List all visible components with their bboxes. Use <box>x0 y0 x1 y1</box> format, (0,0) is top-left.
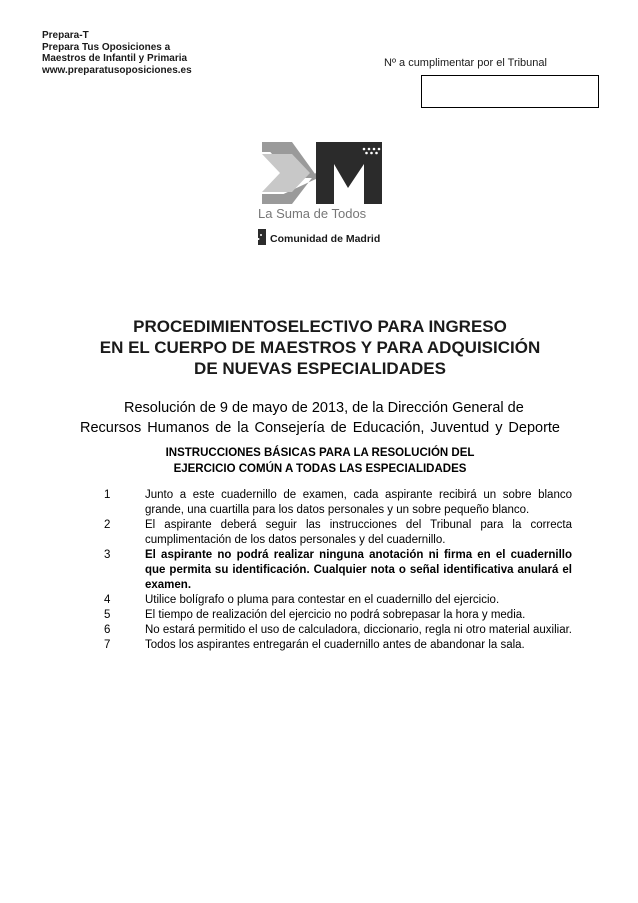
instruction-text: No estará permitido el uso de calculadora, diccionario, regla ni otro material auxiliar. <box>145 624 572 636</box>
instruction-item <box>100 518 572 548</box>
header-prepara-t <box>42 30 192 76</box>
instruction-text: Junto a este cuadernillo de examen, cada aspirante recibirá un sobre blanco grande, una cuartilla para los datos personales y un sobre pequeño blanco. <box>145 489 572 516</box>
logo-slogan: La Suma de Todos <box>258 206 367 221</box>
instruction-text: El tiempo de realización del ejercicio no podrá sobrepasar la hora y media. <box>145 609 526 621</box>
logo-m-right <box>316 142 382 204</box>
resolution-text <box>80 398 560 438</box>
logo-m-left-bar-top <box>262 142 290 152</box>
instruction-number: 5 <box>104 609 111 621</box>
instructions-title-line: EJERCICIO COMÚN A TODAS LAS ESPECIALIDADES <box>173 463 467 475</box>
instruction-text: El aspirante deberá seguir las instrucciones del Tribunal para la correcta cumplimentación de los datos personales y del cuadernillo. <box>145 519 572 546</box>
instructions-list <box>100 488 572 653</box>
header-line: Maestros de Infantil y Primaria <box>42 53 188 64</box>
header-line: Prepara-T <box>42 30 89 41</box>
instruction-text: El aspirante no podrá realizar ninguna anotación ni firma en el cuadernillo que permita su identificación. Cualquier nota o señal identificativa anulará el examen. <box>145 549 572 591</box>
instruction-item <box>100 608 572 623</box>
title-line: DE NUEVAS ESPECIALIDADES <box>194 359 446 378</box>
instruction-item <box>100 638 572 653</box>
instruction-number: 2 <box>104 519 111 531</box>
instruction-text: Todos los aspirantes entregarán el cuadernillo antes de abandonar la sala. <box>145 639 525 651</box>
page-title <box>60 316 580 379</box>
header-line: Prepara Tus Oposiciones a <box>42 41 171 53</box>
tribunal-label: Nº a cumplimentar por el Tribunal <box>384 57 547 69</box>
instruction-text: Utilice bolígrafo o pluma para contestar en el cuadernillo del ejercicio. <box>145 594 500 606</box>
resolution-line: Resolución de 9 de mayo de 2013, de la Dirección General de <box>124 400 524 416</box>
instruction-item <box>100 488 572 518</box>
instruction-number: 4 <box>104 594 111 606</box>
logo-m-left-bar-bottom <box>262 194 290 204</box>
instruction-number: 7 <box>104 639 111 651</box>
instruction-number: 3 <box>104 549 111 561</box>
instructions-title-line: INSTRUCCIONES BÁSICAS PARA LA RESOLUCIÓN DEL <box>165 447 475 459</box>
logo-name: Comunidad de Madrid <box>270 233 381 245</box>
tribunal-number-box <box>421 75 599 108</box>
instruction-item <box>100 623 572 638</box>
instruction-number: 1 <box>104 489 111 501</box>
instructions-title <box>140 445 500 477</box>
title-line: PROCEDIMIENTOSELECTIVO PARA INGRESO <box>133 317 507 336</box>
comunidad-madrid-logo <box>258 142 388 252</box>
instruction-number: 6 <box>104 624 111 636</box>
title-line: EN EL CUERPO DE MAESTROS Y PARA ADQUISICIÓN <box>99 338 541 357</box>
instruction-item <box>100 593 572 608</box>
flag-icon <box>258 229 266 245</box>
resolution-line: Recursos Humanos de la Consejería de Educación, Juventud y Deporte <box>80 420 560 436</box>
instruction-item <box>100 548 572 593</box>
header-website: www.preparatusoposiciones.es <box>42 64 192 76</box>
